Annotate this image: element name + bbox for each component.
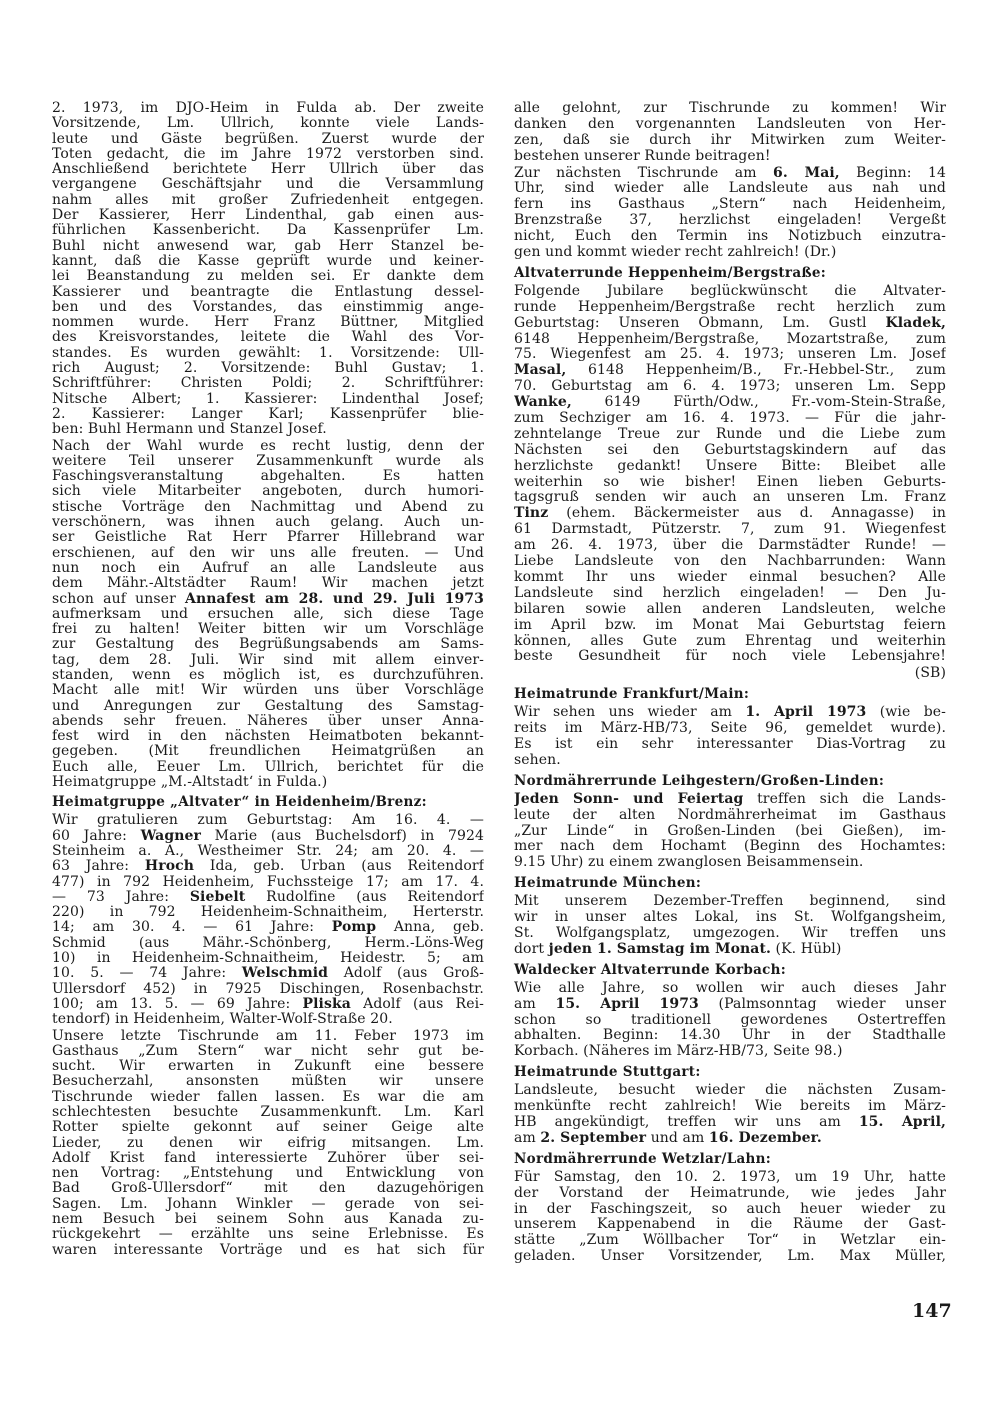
- text-segment: Anna, geb.: [376, 920, 484, 936]
- text-segment: Adolf (aus Rei-: [350, 996, 484, 1012]
- text-line: [514, 1131, 946, 1147]
- text-line: [514, 506, 946, 522]
- text-line: nen Vortrag: „Entstehung und Entwicklung von: [52, 1166, 484, 1182]
- text-line: 70. Geburtstag am 6. 4. 1973; unseren Lm. Sepp: [514, 379, 946, 395]
- text-line: beste Gesundheit für noch viele Lebensjahre!: [514, 649, 946, 665]
- text-line: zur Gestaltung des Begrüßungsabends am Sams-: [52, 637, 484, 653]
- text-line: Tischrunde wieder fallen lassen. Es war die am: [52, 1089, 484, 1105]
- text-line: Anschließend berichtete Herr Ullrich über das: [52, 162, 484, 178]
- bold-text-segment: Siebelt: [189, 889, 246, 905]
- text-line: fern ins Gasthaus „Stern“ nach Heidenheim,: [514, 197, 946, 213]
- text-segment: (wie be-: [866, 705, 946, 721]
- text-line: im April bzw. im Monat Mai Geburtstag feiern: [514, 617, 946, 633]
- paragraph: [52, 1029, 484, 1258]
- text-line: Bad Groß-Ullersdorf“ mit den dazugehörigen: [52, 1181, 484, 1197]
- text-line: fest wird in den nächsten Heimatboten bekannt-: [52, 729, 484, 745]
- text-line: danken den vorgenannten Landsleuten von Her-: [514, 116, 946, 132]
- text-segment: 10. 5. — 74 Jahre:: [52, 966, 242, 982]
- text-line: ser Geistliche Rat Herr Pfarrer Hillebrand war: [52, 530, 484, 546]
- bold-text-segment: 15. April 1973: [555, 996, 699, 1012]
- text-line: Sagen. Lm. Johann Winkler — gerade von sei-: [52, 1196, 484, 1212]
- paragraph: [514, 284, 946, 665]
- paragraph: [514, 705, 946, 769]
- bold-text-segment: Wagner: [140, 828, 201, 844]
- paragraph: [514, 792, 946, 871]
- text-line: nem Besuch bei seinem Sohn aus Kanada zu-: [52, 1212, 484, 1228]
- bold-text-segment: Pliska: [302, 996, 351, 1012]
- text-line: 220) in 792 Heidenheim-Schnaitheim, Herterstr.: [52, 905, 484, 921]
- paragraph: [52, 813, 484, 1027]
- text-line: St. Wolfgangsplatz, umgezogen. Wir treffen uns: [514, 925, 946, 941]
- text-line: [52, 997, 484, 1012]
- text-line: vergangene Geschäftsjahr und die Versammlung: [52, 177, 484, 193]
- text-line: tendorf) in Heidenheim, Walter-Wolf-Straße 20.: [52, 1012, 393, 1028]
- text-line: in der Faschingszeit, so auch heuer wieder zu: [514, 1201, 946, 1217]
- text-line: Landsleute, besucht wieder die nächsten Zusam-: [514, 1083, 946, 1099]
- bold-text-segment: Masal,: [514, 363, 567, 379]
- text-line: Landsleute sind herzlich eingeladen! — Den Ju-: [514, 585, 946, 601]
- text-line: alle gelohnt, zur Tischrunde zu kommen! Wir: [514, 101, 946, 116]
- text-line: 6148 Heppenheim/Bergstraße, Mozartstraße, zum: [514, 331, 946, 347]
- section-heading: Heimatrunde München:: [514, 875, 702, 892]
- text-line: [514, 363, 946, 379]
- text-segment: am: [514, 996, 556, 1012]
- bold-text-segment: Hroch: [144, 859, 195, 875]
- text-line: Steinheim a. A., Westheimer Str. 24; am 20. 4. —: [52, 843, 484, 859]
- bold-text-segment: Annafest am 28. und 29. Juli 1973: [185, 591, 484, 607]
- text-line: 10) in Heidenheim-Schnaitheim, Heidestr. 5; am: [52, 951, 484, 967]
- text-segment: Rudolfine (aus Reitendorf: [245, 889, 484, 905]
- text-line: Rotter spielte gekonnt auf seiner Geige alte: [52, 1120, 484, 1136]
- text-line: am 26. 4. 1973, über die Darmstädter Runde! —: [514, 538, 946, 554]
- text-line: lei Beanstandung zu melden sei. Er dankte dem: [52, 269, 484, 285]
- text-line: 61 Darmstadt, Pützerstr. 7, zum 91. Wiegenfest: [514, 522, 946, 538]
- text-line: Toten gedacht, die im Jahre 1972 verstorben sind.: [52, 146, 484, 162]
- text-line: und Anregungen zur Gestaltung des Samstag-: [52, 698, 484, 714]
- text-line: tagsgruß senden wir auch an unseren Lm. Franz: [514, 490, 946, 506]
- text-segment: Zur nächsten Tischrunde am: [514, 165, 773, 181]
- text-line: mer nach dem Hochamt (Beginn des Hochamtes:: [514, 839, 946, 855]
- bold-text-segment: 6. Mai,: [773, 165, 840, 181]
- bold-text-segment: 16. Dezember.: [708, 1130, 822, 1146]
- text-line: menkünfte recht zahlreich! Wie bereits im März-: [514, 1099, 946, 1115]
- text-segment: schon auf unser: [52, 591, 186, 607]
- text-line: wir in unser altes Lokal, ins St. Wolfgangsheim,: [514, 910, 946, 926]
- text-line: [514, 316, 946, 332]
- page-number: 147: [912, 1300, 952, 1322]
- text-line: nahm alles mit großer Zufriedenheit entgegen.: [52, 192, 484, 208]
- text-line: [52, 920, 484, 935]
- text-line: sich viele Mitarbeiter angeboten, durch humori-: [52, 484, 484, 500]
- right-column: [514, 101, 946, 1266]
- text-line: ben und des Vorstandes, das einstimmig ange-: [52, 299, 484, 315]
- text-line: Vorsitzende, Lm. Ullrich, konnte viele Lands-: [52, 116, 484, 132]
- paragraph: [514, 101, 946, 165]
- text-line: 75. Wiegenfest am 25. 4. 1973; unseren Lm. Josef: [514, 347, 946, 363]
- text-line: sucht. Wir erwarten in Zukunft eine bessere: [52, 1059, 484, 1075]
- text-line: herzlichste gedankt! Unsere Bitte: Bleibet alle: [514, 458, 946, 474]
- text-line: nommen wurde. Herr Franz Büttner, Mitglied: [52, 315, 484, 331]
- text-line: [52, 829, 484, 844]
- text-line: können, alles Gute zum Ehrentag und weiterhin: [514, 633, 946, 649]
- text-line: Ullersdorf 452) in 7925 Dischingen, Rosenbachstr.: [52, 981, 484, 997]
- bold-text-segment: Jeden Sonn- und Feiertag: [514, 791, 744, 807]
- section-heading: Heimatgruppe „Altvater“ in Heidenheim/Brenz:: [52, 794, 427, 811]
- text-segment: dort: [514, 941, 549, 957]
- text-line: geladen. Unser Vorsitzender, Lm. Max Müller,: [514, 1249, 946, 1265]
- bold-text-segment: jeden 1. Samstag im Monat.: [548, 941, 771, 957]
- text-segment: Marie (aus Buchelsdorf) in 7924: [201, 828, 484, 844]
- text-line: Liebe Landsleute von den Nachbarrunden: Wann: [514, 554, 946, 570]
- text-line: Nitsche Albert; 1. Kassierer: Lindenthal Josef;: [52, 391, 484, 407]
- section-heading: Altvaterrunde Heppenheim/Bergstraße:: [514, 264, 827, 281]
- text-segment: Ida, geb. Urban (aus Reitendorf: [194, 859, 484, 875]
- paragraph: [514, 981, 946, 1060]
- text-line: [514, 997, 946, 1013]
- text-line: Kassierer und beantragte die Entlastung dessel-: [52, 284, 484, 300]
- text-line: zehntelange Treue zur Runde und die Liebe zum: [514, 426, 946, 442]
- text-segment: Adolf (aus Groß-: [328, 966, 484, 982]
- bold-text-segment: Pomp: [331, 920, 377, 936]
- text-line: stätte „Zum Wöllbacher Tor“ in Wetzlar ein-: [514, 1233, 946, 1249]
- text-line: Der Kassierer, Herr Lindenthal, gab einen aus-: [52, 208, 484, 224]
- text-line: kannt, daß die Kasse geprüft wurde und keiner-: [52, 253, 484, 269]
- text-line: rückgekehrt — erzählte uns seine Erlebnisse. Es: [52, 1227, 484, 1243]
- text-line: weiterhin so wie bisher! Einen lieben Geburts-: [514, 474, 946, 490]
- text-line: Korbach. (Näheres im März-HB/73, Seite 98.): [514, 1044, 843, 1060]
- text-line: schlechtesten besuchte Zusammenkunft. Lm. Karl: [52, 1105, 484, 1120]
- section-heading: Heimatrunde Stuttgart:: [514, 1064, 701, 1081]
- text-line: Uhr, sind wieder alle Landsleute aus nah und: [514, 181, 946, 197]
- bold-text-segment: 1. April 1973: [745, 705, 867, 721]
- text-line: Es ist ein sehr interessanter Dias-Vortrag zu: [514, 736, 946, 752]
- text-line: [52, 890, 484, 905]
- text-segment: (Palmsonntag wieder unser: [698, 996, 946, 1012]
- text-segment: 6149 Fürth/Odw., Fr.-vom-Stein-Straße,: [571, 395, 946, 411]
- text-segment: und am: [646, 1130, 709, 1146]
- text-segment: 6148 Heppenheim/B., Fr.-Hebbel-Str., zum: [566, 363, 946, 379]
- paragraph: [52, 101, 484, 438]
- text-line: Faschingsveranstaltung abgehalten. Es hatten: [52, 469, 484, 485]
- text-line: aufmerksam und ersuchen alle, sich diese Tage: [52, 606, 484, 622]
- text-line: Wir gratulieren zum Geburtstag: Am 16. 4. —: [52, 813, 484, 829]
- text-line: Brenzstraße 37, herzlichst eingeladen! Vergeßt: [514, 213, 946, 229]
- bold-text-segment: Kladek,: [885, 315, 946, 331]
- section-heading: Nordmährerrunde Wetzlar/Lahn:: [514, 1150, 772, 1167]
- text-line: gen und kommt wieder recht zahlreich! (Dr.): [514, 245, 837, 261]
- text-line: tag, dem 28. Juli. Wir sind mit allem einver-: [52, 652, 484, 668]
- text-line: leute der alten Nordmährerheimat im Gasthaus: [514, 807, 946, 823]
- text-line: bestehen unserer Runde beitragen!: [514, 148, 771, 164]
- text-line: [514, 395, 946, 411]
- text-line: dem Mähr.-Altstädter Raum! Wir machen jetzt: [52, 576, 484, 592]
- text-line: Euch alle, Eeuer Lm. Ullrich, berichtet für die: [52, 759, 484, 775]
- bold-text-segment: Tinz: [514, 506, 549, 522]
- text-line: Nächsten sei den Geburtstagskindern auf das: [514, 442, 946, 458]
- left-column: [52, 101, 484, 1259]
- text-line: ben: Buhl Hermann und Stanzel Josef.: [52, 422, 327, 438]
- paragraph: [52, 439, 484, 791]
- text-segment: HB angekündigt, treffen wir uns am: [514, 1114, 859, 1130]
- text-line: weitere Teil unserer Zusammenkunft wurde als: [52, 453, 484, 469]
- text-line: schon so traditionell gewordenes Ostertreffen: [514, 1012, 946, 1028]
- text-line: 9.15 Uhr) zu einem zwanglosen Beisammensein.: [514, 855, 864, 871]
- text-line: der Vorstand der Heimatrunde, wie jedes Jahr: [514, 1185, 946, 1201]
- paragraph: [514, 1170, 946, 1265]
- paragraph: [514, 166, 946, 261]
- text-line: [514, 792, 946, 808]
- text-line: nicht, Euch den Termin ins Notizbuch einzutra-: [514, 229, 946, 245]
- text-line: Unsere letzte Tischrunde am 11. Feber 1973 im: [52, 1028, 484, 1044]
- text-line: stische Vorträge den Nachmittag und Abend zu: [52, 499, 484, 515]
- text-line: Gasthaus „Zum Stern“ war nicht sehr gut be-: [52, 1043, 484, 1059]
- text-line: des Kreisvorstandes, leitete die Wahl des Vor-: [52, 330, 484, 346]
- paragraph: [514, 894, 946, 958]
- text-line: [514, 705, 946, 721]
- text-line: waren interessante Vorträge und es hat sich für: [52, 1242, 484, 1258]
- text-line: unserem Kappenabend in die Räume der Gast-: [514, 1217, 946, 1233]
- bold-text-segment: 2. September: [540, 1130, 647, 1146]
- text-line: rich August; 2. Vorsitzende: Buhl Gustav; 1.: [52, 361, 484, 377]
- section-heading: Nordmährerrunde Leihgestern/Großen-Linden:: [514, 772, 885, 789]
- text-line: zen, daß sie durch ihr Mitwirken zum Weiter-: [514, 132, 946, 148]
- section-heading: Waldecker Altvaterrunde Korbach:: [514, 961, 787, 978]
- text-line: Wie alle Jahre, so wollen wir auch dieses Jahr: [514, 980, 946, 996]
- text-segment: 100; am 13. 5. — 69 Jahre:: [52, 996, 303, 1012]
- text-segment: treffen sich die Lands-: [743, 791, 946, 807]
- text-line: verschönern, was ihnen auch gelang. Auch un-: [52, 515, 484, 531]
- paragraph: [514, 1083, 946, 1147]
- text-segment: Wir sehen uns wieder am: [514, 705, 746, 721]
- text-line: leute und Gäste begrüßen. Zuerst wurde der: [52, 131, 484, 147]
- text-line: [514, 942, 946, 958]
- bold-text-segment: 15. April,: [858, 1114, 946, 1130]
- text-line: Mit unserem Dezember-Treffen beginnend, sind: [514, 894, 946, 910]
- text-line: Adolf Krist fand interessierte Zuhörer über sei-: [52, 1150, 484, 1166]
- text-line: [514, 166, 946, 182]
- text-line: [52, 592, 484, 607]
- text-segment: 60 Jahre:: [52, 828, 141, 844]
- text-line: sehen.: [514, 752, 561, 768]
- author-signature: (SB): [914, 666, 946, 682]
- text-line: Folgende Jubilare beglückwünscht die Altvater-: [514, 283, 946, 299]
- text-line: zum Sechziger am 16. 4. 1973. — Für die jahr-: [514, 411, 946, 427]
- text-line: [514, 1115, 946, 1131]
- text-line: Schmid (aus Mähr.-Schönberg, Herm.-Löns-Weg: [52, 935, 484, 951]
- text-line: 477) in 792 Heidenheim, Fuchssteige 17; am 17. 4.: [52, 874, 484, 890]
- section-heading: Heimatrunde Frankfurt/Main:: [514, 686, 750, 703]
- text-segment: (K. Hübl): [771, 941, 842, 957]
- text-segment: 63 Jahre:: [52, 859, 145, 875]
- text-line: „Zur Linde“ in Großen-Linden (bei Gießen), im-: [514, 823, 946, 839]
- bold-text-segment: Welschmid: [241, 966, 329, 982]
- text-line: Macht alle mit! Wir würden uns über Vorschläge: [52, 683, 484, 699]
- text-line: frei zu halten! Weiter bitten wir um Vorschläge: [52, 622, 484, 638]
- text-line: Schriftführer: Christen Poldi; 2. Schriftführer:: [52, 376, 484, 392]
- text-line: standen, wenn es möglich ist, es durchzuführen.: [52, 667, 484, 683]
- text-line: 2. 1973, im DJO-Heim in Fulda ab. Der zweite: [52, 101, 484, 116]
- text-line: gegeben. (Mit freundlichen Heimatgrüßen an: [52, 744, 484, 760]
- text-line: erschienen, auf den wir uns alle freuten. — Und: [52, 545, 484, 561]
- text-segment: am: [514, 1130, 541, 1146]
- text-line: Für Samstag, den 10. 2. 1973, um 19 Uhr, hatte: [514, 1169, 946, 1185]
- text-line: führlichen Kassenbericht. Da Kassenprüfer Lm.: [52, 223, 484, 239]
- text-line: standes. Es wurden gewählt: 1. Vorsitzende: Ull-: [52, 345, 484, 361]
- text-line: Lieder, zu denen wir eifrig mitsangen. Lm.: [52, 1135, 484, 1151]
- text-line: Nach der Wahl wurde es recht lustig, denn der: [52, 438, 484, 454]
- text-line: [52, 966, 484, 981]
- text-line: kommt Ihr uns wieder einmal besuchen? Alle: [514, 569, 946, 585]
- text-line: reits im März-HB/73, Seite 96, gemeldet wurde).: [514, 721, 946, 737]
- text-segment: — 73 Jahre:: [52, 889, 190, 905]
- text-line: bilaren sowie allen anderen Landsleuten, welche: [514, 601, 946, 617]
- text-segment: (ehem. Bäckermeister aus d. Annagasse) in: [548, 506, 946, 522]
- text-segment: Geburtstag: Unseren Obmann, Lm. Gustl: [514, 315, 886, 331]
- text-line: 2. Kassierer: Langer Karl; Kassenprüfer blie-: [52, 406, 484, 422]
- text-segment: 14; am 30. 4. — 61 Jahre:: [52, 920, 332, 936]
- text-line: runde Heppenheim/Bergstraße recht herzlich zum: [514, 299, 946, 315]
- bold-text-segment: Wanke,: [514, 395, 572, 411]
- text-line: [52, 859, 484, 874]
- text-line: Besucherzahl, ansonsten müßten wir unsere: [52, 1074, 484, 1090]
- text-line: nun noch ein Aufruf an alle Landsleute aus: [52, 560, 484, 576]
- text-line: abends sehr freuen. Näheres über unser Anna-: [52, 713, 484, 729]
- text-line: abhalten. Beginn: 14.30 Uhr in der Stadthalle: [514, 1028, 946, 1044]
- text-segment: Beginn: 14: [839, 165, 946, 181]
- text-line: Buhl nicht anwesend war, gab Herr Stanzel be-: [52, 238, 484, 254]
- text-line: Heimatgruppe „M.-Altstadt‘ in Fulda.): [52, 775, 328, 791]
